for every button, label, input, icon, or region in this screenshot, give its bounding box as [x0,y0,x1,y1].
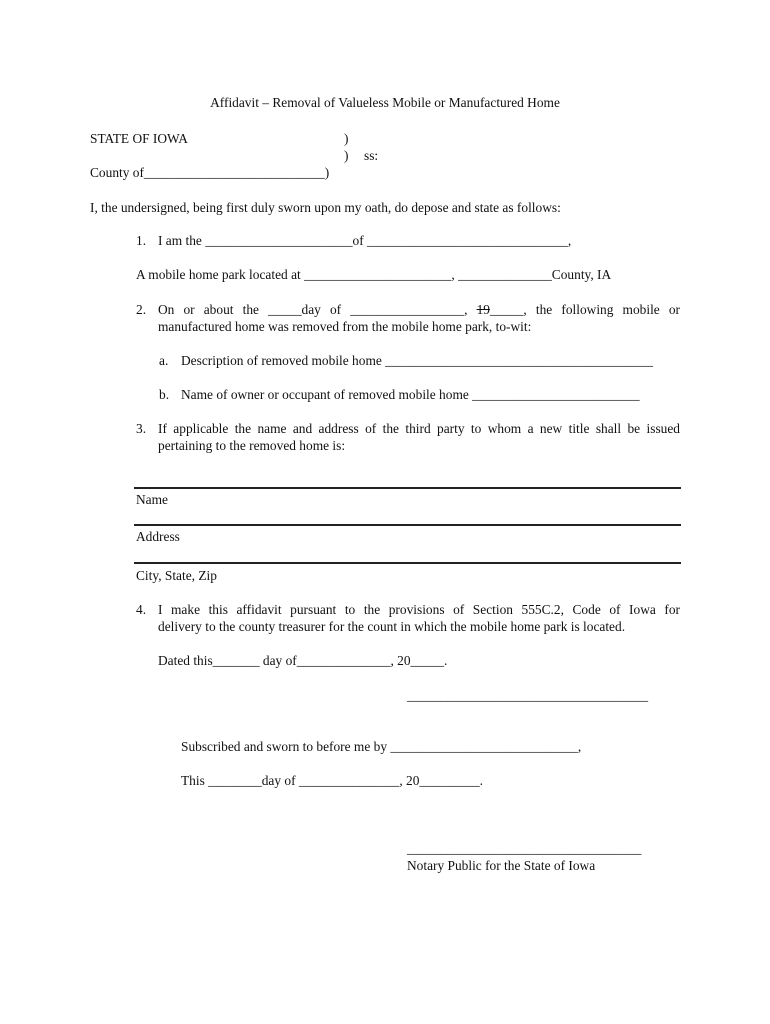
document-title: Affidavit – Removal of Valueless Mobile or Manufactured Home [210,95,560,110]
affiant-signature-line[interactable]: ____________________________________ [407,688,649,703]
description-field-line[interactable]: Description of removed mobile home ________________________________________ [181,353,653,368]
address-rule [134,524,681,526]
intro-statement: I, the undersigned, being first duly sworn upon my oath, do depose and state as follows: [90,200,561,215]
item2-date-text: On or about the _____day of _________________, [158,302,468,317]
item-number: 1. [136,233,147,248]
owner-field-line[interactable]: Name of owner or occupant of removed mobile home _________________________ [181,387,640,402]
item1-role-line[interactable]: I am the ______________________of ______________________________, [158,233,572,248]
park-location-line[interactable]: A mobile home park located at ______________________, ______________County, IA [136,267,612,282]
struck-century: 19 [476,302,490,317]
item3-text: If applicable the name and address of the third party to whom a new title shall be issued [158,421,680,436]
name-rule [134,487,681,489]
venue-paren: ) [344,148,349,163]
item2-date-text-rest: _____, the following mobile or [489,302,680,317]
sub-item-letter: a. [159,353,169,368]
ss-label: ss: [364,148,379,163]
address-label[interactable]: Address [136,529,180,544]
item4-continuation: delivery to the county treasurer for the count in which the mobile home park is located. [158,619,626,634]
item4-text: I make this affidavit pursuant to the provisions of Section 555C.2, Code of Iowa for [158,602,680,617]
notary-signature-line[interactable]: ___________________________________ [407,841,642,856]
county-field[interactable]: County of___________________________) [90,165,330,180]
sworn-date-line[interactable]: This ________day of _______________, 20_________. [181,773,484,788]
notary-label: Notary Public for the State of Iowa [407,858,596,873]
state-label: STATE OF IOWA [90,131,188,146]
sub-item-letter: b. [159,387,170,402]
city-state-zip-label[interactable]: City, State, Zip [136,568,217,583]
item-number: 2. [136,302,147,317]
subscribed-line[interactable]: Subscribed and sworn to before me by ____________________________, [181,739,582,754]
city-rule [134,562,681,564]
item-number: 4. [136,602,147,617]
item3-continuation: pertaining to the removed home is: [158,438,346,453]
venue-paren: ) [344,131,349,146]
item2-date-line[interactable] [158,302,680,318]
name-label[interactable]: Name [136,492,168,507]
item-number: 3. [136,421,147,436]
item2-continuation: manufactured home was removed from the mobile home park, to-wit: [158,319,532,334]
dated-line[interactable]: Dated this_______ day of______________, 20_____. [158,653,448,668]
